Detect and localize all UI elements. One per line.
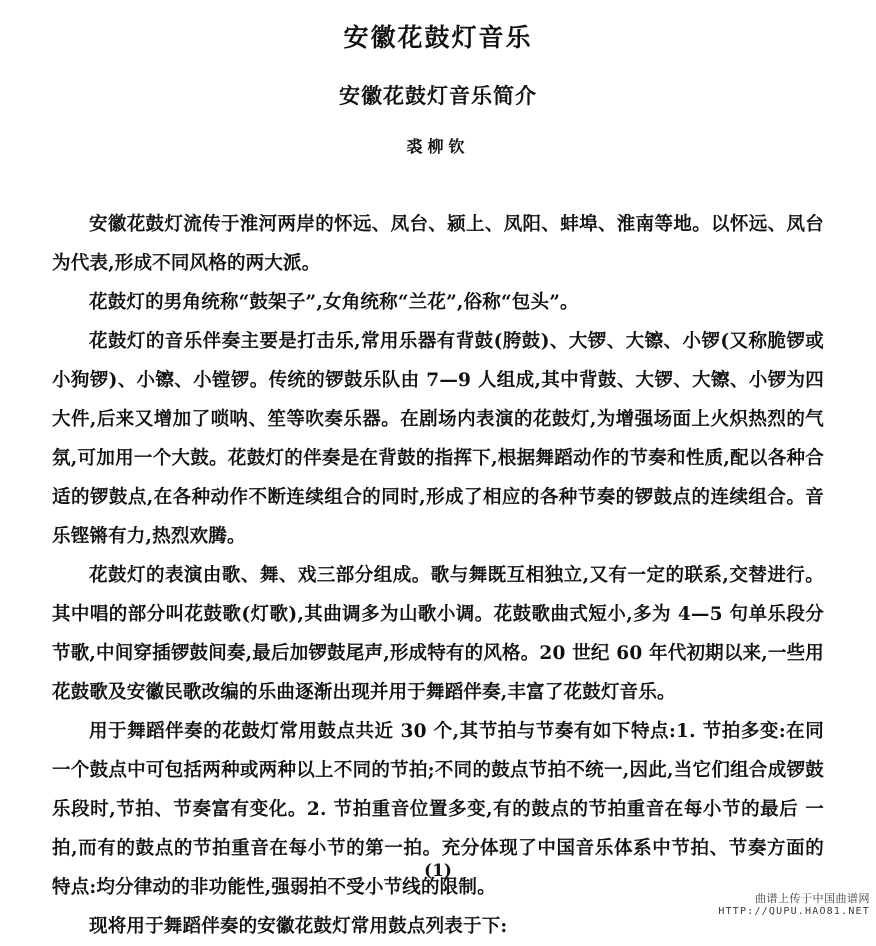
paragraph: 用于舞蹈伴奏的花鼓灯常用鼓点共近 30 个,其节拍与节奏有如下特点:1. 节拍多变:在同一个鼓点中可包括两种或两种以上不同的节拍;不同的鼓点节拍不统一,因此,当它们组合成锣鼓乐段时,节拍、节奏富有变化。2. 节拍重音位置多变,有的鼓点的节拍重音在每小节的最后 一拍,而有的鼓点的节拍重音在每小节的第一拍。充分体现了中国音乐体系中节拍、节奏方面的特点:均分律动的非功能性,强弱拍不受小节线的限制。 [52,720,824,898]
page-number: (1) [424,861,452,881]
watermark [718,893,870,917]
watermark-url: HTTP://QUPU.HAO81.NET [718,905,870,917]
paragraph: 花鼓灯的男角统称“鼓架子”,女角统称“兰花”,俗称“包头”。 [89,291,579,313]
page-title: 安徽花鼓灯音乐 [343,23,533,52]
author-byline: 裘柳钦 [406,136,470,156]
paragraph: 安徽花鼓灯流传于淮河两岸的怀远、凤台、颍上、凤阳、蚌埠、淮南等地。以怀远、凤台为代表,形成不同风格的两大派。 [52,213,824,274]
paragraph: 花鼓灯的音乐伴奏主要是打击乐,常用乐器有背鼓(胯鼓)、大锣、大镲、小锣(又称脆锣或小狗锣)、小镲、小镗锣。传统的锣鼓乐队由 7—9 人组成,其中背鼓、大锣、大镲、小锣为四大件,后来又增加了唢呐、笙等吹奏乐器。在剧场内表演的花鼓灯,为增强场面上火炽热烈的气氛,可加用一个大鼓。花鼓灯的伴奏是在背鼓的指挥下,根据舞蹈动作的节奏和性质,配以各种合适的锣鼓点,在各种动作不断连续组合的同时,形成了相应的各种节奏的锣鼓点的连续组合。音乐铿锵有力,热烈欢腾。 [52,330,824,547]
paragraph: 花鼓灯的表演由歌、舞、戏三部分组成。歌与舞既互相独立,又有一定的联系,交替进行。其中唱的部分叫花鼓歌(灯歌),其曲调多为山歌小调。花鼓歌曲式短小,多为 4—5 句单乐段分节歌,中间穿插锣鼓间奏,最后加锣鼓尾声,形成特有的风格。20 世纪 60 年代初期以来,一些用花鼓歌及安徽民歌改编的乐曲逐渐出现并用于舞蹈伴奏,丰富了花鼓灯音乐。 [52,564,824,703]
page-subtitle: 安徽花鼓灯音乐简介 [339,83,537,109]
article-body [52,157,824,946]
watermark-text: 曲谱上传于中国曲谱网 [755,891,870,905]
paragraph: 现将用于舞蹈伴奏的安徽花鼓灯常用鼓点列表于下: [89,915,508,937]
